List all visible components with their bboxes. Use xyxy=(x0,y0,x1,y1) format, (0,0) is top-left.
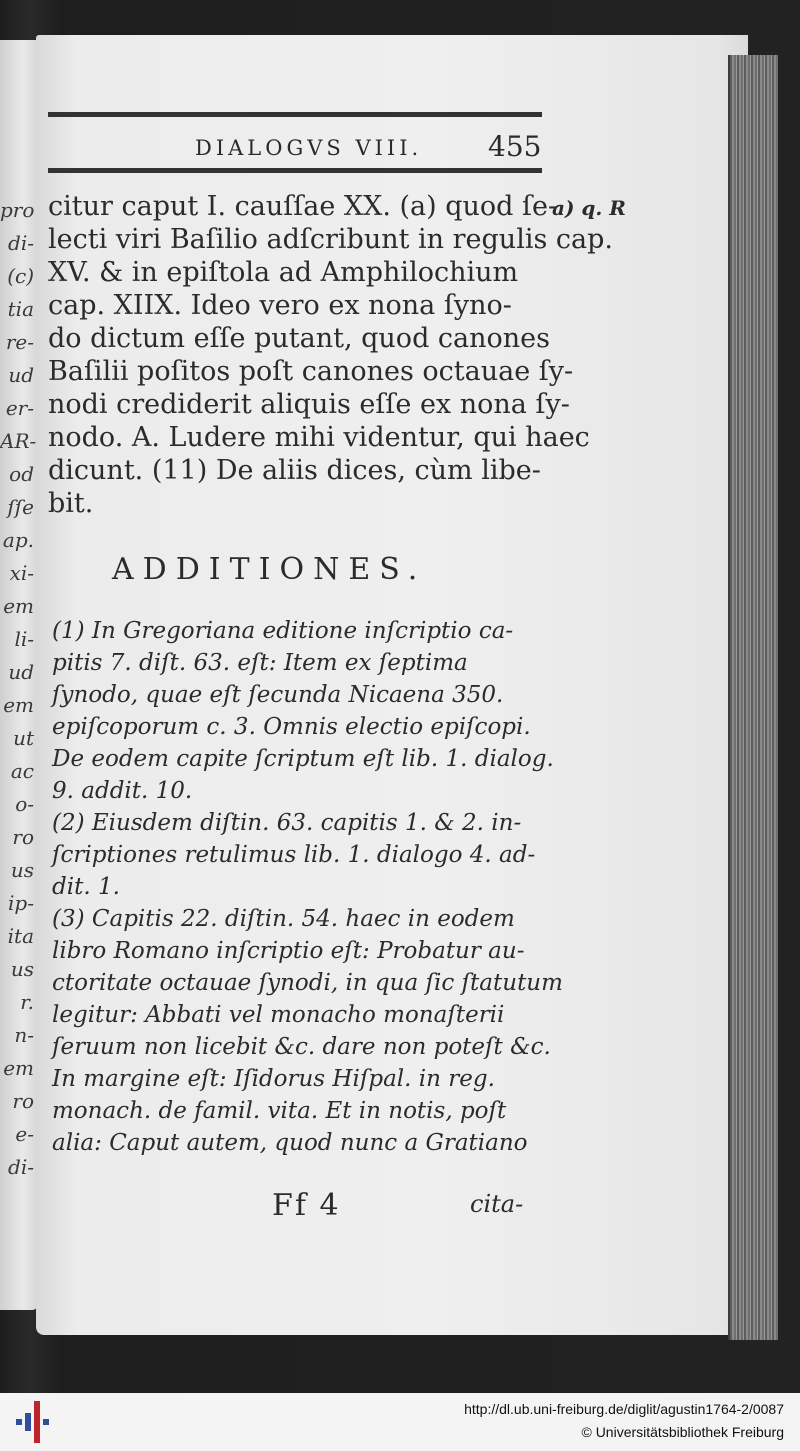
previous-page-fragment: ſſe xyxy=(7,495,34,519)
previous-page-fragment: ud xyxy=(8,363,34,387)
addition-line: epiſcoporum c. 3. Omnis electio epiſcopi. xyxy=(52,714,531,740)
header-rule-top xyxy=(48,112,542,117)
previous-page-fragment: ud xyxy=(8,660,34,684)
previous-page-fragment: AR- xyxy=(0,429,37,453)
body-text-line: citur caput I. cauſſae XX. (a) quod ſe- xyxy=(48,191,558,222)
addition-line: dit. 1. xyxy=(52,874,120,900)
body-text-line: nodi crediderit aliquis eſſe ex nona ſy- xyxy=(48,389,570,420)
addition-line: In margine eſt: Iſidorus Hiſpal. in reg. xyxy=(52,1066,495,1092)
body-text-line: do dictum eſſe putant, quod canones xyxy=(48,323,551,354)
addition-line: monach. de famil. vita. Et in notis, poſt xyxy=(52,1098,507,1124)
catchword: cita- xyxy=(470,1190,524,1218)
addition-line: ſeruum non licebit &c. dare non poteſt &c. xyxy=(52,1034,551,1060)
body-text-line: Baſilii poſitos poſt canones octauae ſy- xyxy=(48,356,574,387)
copyright-notice: © Universitätsbibliothek Freiburg xyxy=(581,1424,784,1440)
previous-page-fragment: ro xyxy=(12,825,34,849)
marginal-note: a) q. R xyxy=(552,196,626,220)
previous-page-fragment: ip- xyxy=(8,891,34,915)
page-number: 455 xyxy=(488,130,542,163)
previous-page-fragment: us xyxy=(10,957,34,981)
previous-page-fragment: xi- xyxy=(9,561,34,585)
addition-line: pitis 7. diſt. 63. eſt: Item ex ſeptima xyxy=(52,650,468,676)
addition-line: legitur: Abbati vel monacho monaſterii xyxy=(52,1002,505,1028)
previous-page-fragment: ut xyxy=(13,726,34,750)
previous-page-fragment: li- xyxy=(14,627,34,651)
body-text-line: bit. xyxy=(48,488,94,519)
previous-page-fragment: em xyxy=(3,1056,34,1080)
body-text-line: nodo. A. Ludere mihi videntur, qui haec xyxy=(48,422,590,453)
header-rule-bottom xyxy=(48,168,542,173)
previous-page-fragment: di- xyxy=(8,1155,34,1179)
previous-page-fragment: us xyxy=(10,858,34,882)
body-text-line: XV. & in epiſtola ad Amphilochium xyxy=(48,257,519,288)
addition-line: De eodem capite ſcriptum eſt lib. 1. dialog. xyxy=(52,746,554,772)
previous-page-fragment: (c) xyxy=(7,264,34,288)
library-logo-icon xyxy=(16,1399,50,1445)
previous-page-edge xyxy=(0,40,38,1310)
previous-page-fragment: ap. xyxy=(2,528,34,552)
additions-text xyxy=(52,615,563,1159)
body-text-line: dicunt. (11) De aliis dices, cùm libe- xyxy=(48,455,541,486)
previous-page-fragment: ita xyxy=(7,924,34,948)
page-stack-edges xyxy=(728,55,778,1340)
previous-page-fragment: n- xyxy=(14,1023,34,1047)
addition-line: libro Romano inſcriptio eſt: Probatur au- xyxy=(52,938,525,964)
previous-page-fragment: r. xyxy=(20,990,34,1014)
previous-page-fragment: di- xyxy=(8,231,34,255)
previous-page-fragment: tia xyxy=(7,297,34,321)
previous-page-fragment: er- xyxy=(5,396,34,420)
body-text-line: cap. XIIX. Ideo vero ex nona ſyno- xyxy=(48,290,512,321)
previous-page-fragment: o- xyxy=(15,792,34,816)
previous-page-fragment: ac xyxy=(10,759,34,783)
previous-page-fragment: od xyxy=(9,462,34,486)
addition-line: ſcriptiones retulimus lib. 1. dialogo 4. ad- xyxy=(52,842,536,868)
body-text-line: lecti viri Baſilio adſcribunt in regulis cap. xyxy=(48,224,613,255)
addition-line: ſynodo, quae eſt ſecunda Nicaena 350. xyxy=(52,682,504,708)
addition-line: (2) Eiusdem diſtin. 63. capitis 1. & 2. in- xyxy=(52,810,522,836)
previous-page-fragment: ro xyxy=(12,1089,34,1113)
previous-page-fragment: pro xyxy=(0,198,35,222)
permalink-url[interactable]: http://dl.ub.uni-freiburg.de/diglit/agustin1764-2/0087 xyxy=(464,1401,784,1417)
addition-line: (1) In Gregoriana editione inſcriptio ca- xyxy=(52,618,514,644)
additiones-heading: ADDITIONES. xyxy=(112,552,427,587)
previous-page-fragment: em xyxy=(3,693,34,717)
previous-page-fragment: em xyxy=(3,594,34,618)
addition-line: ctoritate octauae ſynodi, in qua ſic ſtatutum xyxy=(52,970,563,996)
addition-line: 9. addit. 10. xyxy=(52,778,193,804)
running-head: DIALOGVS VIII. xyxy=(195,136,423,160)
addition-line: (3) Capitis 22. diſtin. 54. haec in eodem xyxy=(52,906,515,932)
footer-bar xyxy=(0,1393,800,1451)
signature-mark: Ff 4 xyxy=(272,1188,341,1223)
previous-page-fragment: e- xyxy=(15,1122,34,1146)
addition-line: alia: Caput autem, quod nunc a Gratiano xyxy=(52,1130,528,1156)
previous-page-fragment: re- xyxy=(5,330,34,354)
